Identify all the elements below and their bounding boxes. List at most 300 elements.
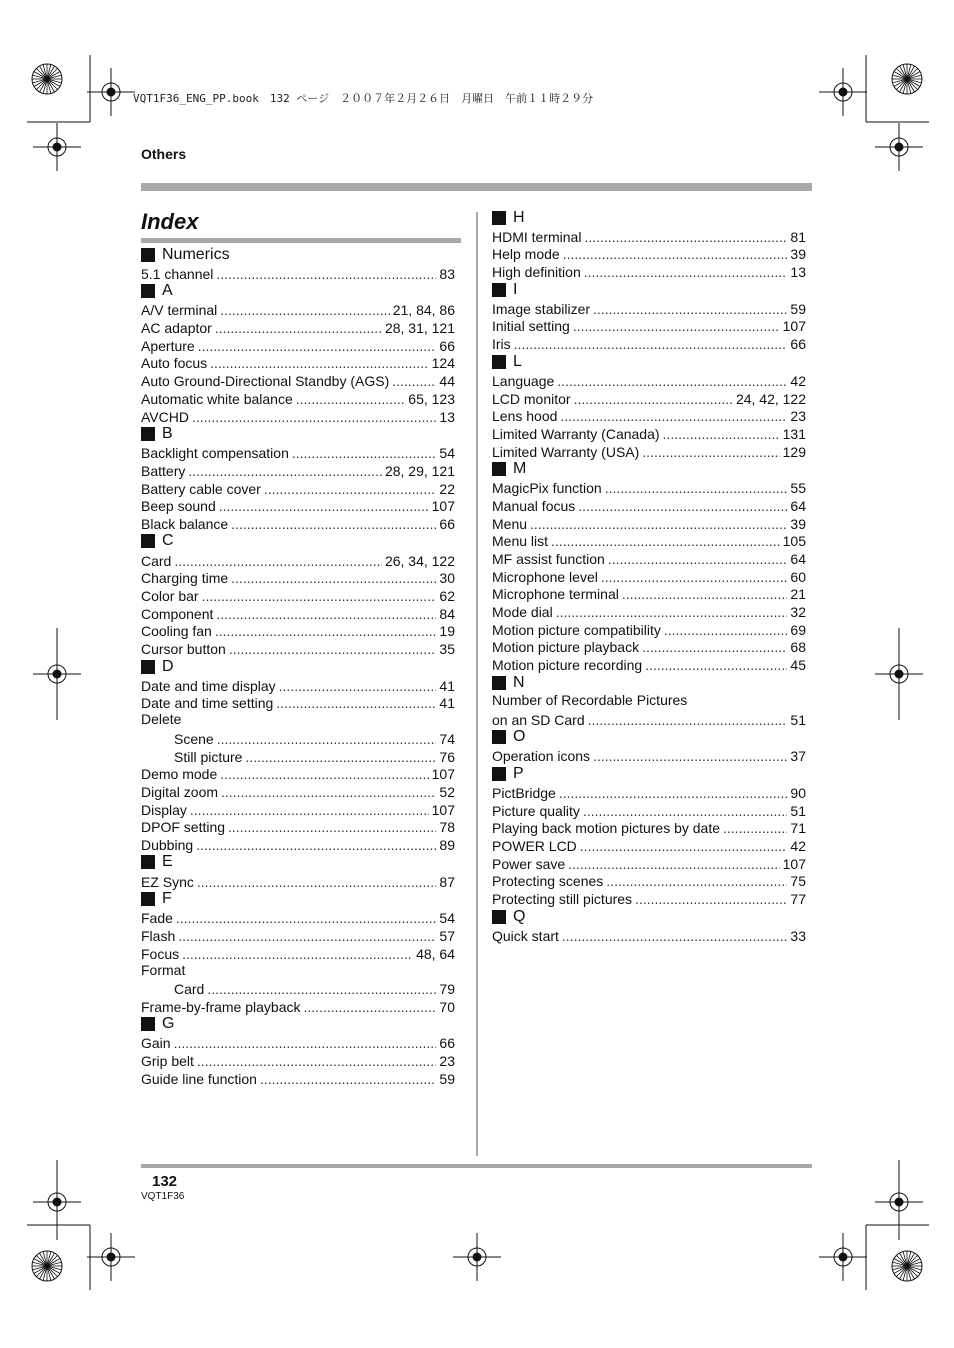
index-entry [141, 389, 455, 407]
dot-leader [551, 533, 780, 549]
index-term: Dubbing [141, 836, 194, 853]
dot-leader [182, 946, 413, 962]
index-letter-heading [492, 907, 806, 926]
index-term: Charging time [141, 570, 229, 587]
index-term: Microphone level [492, 568, 598, 585]
dot-leader [292, 445, 437, 461]
index-page-numbers: 89 [439, 836, 455, 853]
index-column-left [141, 245, 455, 1087]
index-letter: B [162, 425, 173, 442]
index-term: Scene [174, 730, 214, 747]
index-page-numbers: 124 [431, 355, 455, 372]
index-entry [141, 800, 455, 818]
dot-leader [202, 588, 437, 604]
index-letter-heading [141, 282, 455, 301]
index-page-numbers: 41 [439, 677, 455, 694]
index-entry [141, 461, 455, 479]
index-page-numbers: 57 [439, 928, 455, 944]
index-term: Protecting still pictures [492, 891, 633, 907]
index-entry [492, 371, 806, 389]
square-bullet-icon [492, 355, 506, 369]
index-entry [492, 227, 806, 245]
dot-leader [642, 639, 787, 655]
index-letter: I [513, 280, 518, 298]
index-term: LCD monitor [492, 390, 571, 407]
dot-leader [645, 657, 787, 673]
square-bullet-icon [141, 284, 155, 298]
index-term: Number of Recordable Pictures [492, 692, 688, 709]
dot-leader [192, 409, 436, 425]
model-code: VQT1F36 [141, 1191, 185, 1202]
dot-leader [605, 480, 788, 496]
index-page-numbers: 42 [790, 837, 806, 854]
index-column-right [492, 208, 806, 944]
index-term: Help mode [492, 246, 560, 263]
dot-leader [217, 731, 437, 747]
index-page-numbers: 62 [439, 588, 455, 604]
index-entry [141, 711, 455, 729]
square-bullet-icon [141, 892, 155, 906]
index-term: Image stabilizer [492, 300, 591, 317]
dot-leader [574, 391, 733, 407]
index-entry [492, 692, 806, 710]
index-term: HDMI terminal [492, 228, 582, 245]
index-page-numbers: 60 [790, 568, 806, 585]
dot-leader [593, 748, 787, 764]
index-entry [492, 532, 806, 550]
dot-leader [197, 1053, 437, 1069]
index-entry [141, 354, 455, 372]
index-entry [141, 336, 455, 354]
dot-leader [197, 874, 437, 890]
index-page-numbers: 107 [782, 318, 806, 335]
index-term: PictBridge [492, 784, 556, 801]
index-page-numbers: 41 [439, 695, 455, 712]
index-entry [141, 622, 455, 640]
dot-leader [245, 749, 436, 765]
index-entry [141, 301, 455, 319]
index-term: on an SD Card [492, 711, 585, 728]
dot-leader [588, 712, 788, 728]
index-term: MagicPix function [492, 480, 602, 497]
index-page-numbers: 39 [790, 246, 806, 263]
index-term: Cursor button [141, 641, 226, 658]
dot-leader [635, 891, 787, 907]
index-entry [492, 747, 806, 765]
index-term: Demo mode [141, 766, 218, 783]
index-entry [141, 1069, 455, 1087]
index-term: Aperture [141, 337, 195, 354]
index-letter-heading [492, 280, 806, 299]
index-page-numbers: 65, 123 [408, 390, 455, 407]
index-entry [141, 765, 455, 783]
dot-leader [584, 264, 788, 280]
index-entry [492, 710, 806, 728]
index-page-numbers: 44 [439, 373, 455, 390]
title-underline [141, 238, 461, 243]
dot-leader [176, 910, 437, 926]
dot-leader [514, 336, 788, 352]
index-entry [492, 638, 806, 656]
dot-leader [584, 229, 787, 245]
index-letter-heading [141, 245, 455, 264]
index-page-numbers: 81 [790, 228, 806, 245]
index-entry [141, 1051, 455, 1069]
square-bullet-icon [141, 660, 155, 674]
index-page-numbers: 48, 64 [416, 945, 455, 962]
index-entry [492, 585, 806, 603]
index-term: High definition [492, 264, 581, 281]
index-entry [141, 694, 455, 712]
index-entry [492, 854, 806, 872]
index-page-numbers: 32 [790, 604, 806, 621]
dot-leader [216, 266, 436, 282]
dot-leader [276, 695, 436, 711]
dot-leader [188, 463, 382, 479]
index-page-numbers: 23 [790, 408, 806, 425]
index-page-numbers: 78 [439, 819, 455, 836]
index-term: A/V terminal [141, 302, 218, 319]
index-letter: N [513, 673, 525, 691]
index-term: Frame-by-frame playback [141, 998, 301, 1015]
dot-leader [664, 622, 788, 638]
index-term: Lens hood [492, 408, 558, 425]
dot-leader [573, 318, 780, 334]
index-entry [141, 407, 455, 425]
index-letter-heading [492, 208, 806, 227]
dot-leader [174, 1035, 437, 1051]
dot-leader [260, 1071, 436, 1087]
index-page-numbers: 105 [782, 533, 806, 550]
index-term: Motion picture recording [492, 657, 643, 674]
index-page-numbers: 33 [790, 927, 806, 944]
index-entry [141, 569, 455, 587]
index-term: Color bar [141, 588, 199, 604]
index-entry [492, 567, 806, 585]
index-letter-heading [141, 425, 455, 444]
dot-leader [219, 498, 429, 514]
index-term: Battery cable cover [141, 480, 261, 497]
dot-leader [559, 785, 788, 801]
index-letter: Numerics [162, 245, 230, 263]
index-page-numbers: 66 [439, 515, 455, 532]
dot-leader [221, 784, 436, 800]
index-letter-heading [141, 853, 455, 872]
index-entry [141, 909, 455, 927]
index-page-numbers: 107 [782, 855, 806, 872]
dot-leader [198, 338, 437, 354]
index-term: Automatic white balance [141, 390, 293, 407]
index-entry [492, 389, 806, 407]
index-term: MF assist function [492, 551, 605, 567]
dot-leader [228, 819, 436, 835]
dot-leader [264, 481, 437, 497]
index-entry [492, 819, 806, 837]
dot-leader [196, 837, 436, 853]
index-term: EZ Sync [141, 873, 194, 890]
index-term: AC adaptor [141, 320, 212, 337]
index-term: Menu [492, 515, 528, 532]
index-term: 5.1 channel [141, 265, 214, 282]
index-page-numbers: 51 [790, 711, 806, 728]
dot-leader [231, 570, 436, 586]
index-entry [141, 371, 455, 389]
page-number: 132 [152, 1173, 178, 1190]
index-letter-heading [492, 352, 806, 371]
index-entry [492, 783, 806, 801]
index-page-numbers: 21 [790, 586, 806, 603]
index-term: Limited Warranty (Canada) [492, 425, 660, 442]
dot-leader [568, 856, 779, 872]
index-page-numbers: 129 [782, 443, 806, 460]
index-entry [141, 479, 455, 497]
index-entry [141, 747, 455, 765]
index-page-numbers: 71 [790, 820, 806, 837]
index-term: Initial setting [492, 318, 570, 335]
index-letter: G [162, 1015, 175, 1033]
index-entry [141, 872, 455, 890]
index-term: Date and time display [141, 677, 276, 694]
dot-leader [210, 355, 428, 371]
dot-leader [392, 373, 436, 389]
index-entry [141, 514, 455, 532]
index-entry [492, 442, 806, 460]
index-term: POWER LCD [492, 837, 577, 854]
index-page-numbers: 13 [439, 408, 455, 425]
index-page-numbers: 59 [790, 300, 806, 317]
index-letter: H [513, 208, 525, 226]
index-letter-heading [141, 890, 455, 909]
index-term: Card [174, 981, 205, 998]
index-term: Operation icons [492, 748, 591, 765]
index-page-numbers: 30 [439, 570, 455, 587]
index-page-numbers: 69 [790, 621, 806, 638]
index-letter: M [513, 460, 527, 478]
index-term: Format [141, 961, 186, 978]
index-term: Manual focus [492, 497, 576, 514]
index-term: Focus [141, 945, 180, 962]
index-entry [492, 836, 806, 854]
dot-leader [231, 516, 436, 532]
dot-leader [229, 641, 437, 657]
index-term: Power save [492, 855, 566, 872]
index-term: Grip belt [141, 1053, 194, 1070]
square-bullet-icon [492, 767, 506, 781]
index-page-numbers: 19 [439, 623, 455, 640]
index-term: Display [141, 801, 187, 818]
index-entry [492, 407, 806, 425]
dot-leader [220, 302, 389, 318]
index-letter-heading [492, 673, 806, 692]
index-term: Microphone terminal [492, 586, 619, 603]
index-entry [492, 514, 806, 532]
column-divider [476, 212, 478, 1156]
section-label: Others [141, 146, 187, 162]
index-term: Beep sound [141, 498, 216, 515]
index-entry [492, 620, 806, 638]
index-letter: F [162, 890, 172, 908]
dot-leader [557, 373, 787, 389]
index-page-numbers: 64 [790, 551, 806, 567]
dot-leader [601, 569, 788, 585]
header-rule [141, 183, 812, 191]
index-page-numbers: 83 [439, 265, 455, 282]
index-page-numbers: 51 [790, 802, 806, 819]
index-page-numbers: 22 [439, 480, 455, 497]
index-letter: Q [513, 907, 526, 925]
footer-rule [141, 1164, 812, 1168]
index-page-numbers: 68 [790, 639, 806, 656]
index-term: Auto Ground-Directional Standby (AGS) [141, 373, 390, 390]
index-page-numbers: 42 [790, 372, 806, 389]
index-term: Iris [492, 336, 511, 353]
index-term: Backlight compensation [141, 445, 289, 462]
index-page-numbers: 35 [439, 641, 455, 658]
index-term: Still picture [174, 748, 243, 765]
dot-leader [215, 320, 382, 336]
index-letter-heading [141, 1015, 455, 1034]
square-bullet-icon [492, 730, 506, 744]
index-entry [492, 496, 806, 514]
index-page-numbers: 45 [790, 657, 806, 674]
index-entry [141, 818, 455, 836]
dot-leader [296, 391, 406, 407]
index-term: Playing back motion pictures by date [492, 820, 721, 837]
index-term: DPOF setting [141, 819, 226, 836]
dot-leader [207, 981, 436, 997]
index-letter: L [513, 352, 522, 370]
dot-leader [563, 246, 788, 262]
index-term: Language [492, 372, 555, 389]
index-term: Flash [141, 928, 176, 944]
index-entry [492, 245, 806, 263]
index-entry [141, 926, 455, 944]
index-term: Limited Warranty (USA) [492, 443, 640, 460]
index-page-numbers: 66 [439, 337, 455, 354]
index-term: Motion picture playback [492, 639, 640, 656]
square-bullet-icon [492, 283, 506, 297]
index-page-numbers: 13 [790, 264, 806, 281]
index-entry [141, 979, 455, 997]
index-entry [141, 835, 455, 853]
dot-leader [562, 928, 788, 944]
square-bullet-icon [492, 910, 506, 924]
index-letter-heading [141, 532, 455, 551]
dot-leader [174, 553, 382, 569]
index-letter: C [162, 532, 174, 550]
index-page-numbers: 79 [439, 981, 455, 998]
index-term: Auto focus [141, 355, 208, 372]
index-entry [141, 676, 455, 694]
index-entry [141, 318, 455, 336]
square-bullet-icon [141, 534, 155, 548]
index-term: Fade [141, 910, 173, 927]
dot-leader [606, 873, 787, 889]
index-term: Component [141, 605, 214, 622]
index-page-numbers: 90 [790, 784, 806, 801]
index-page-numbers: 54 [439, 910, 455, 927]
index-term: Quick start [492, 927, 559, 944]
dot-leader [578, 498, 787, 514]
dot-leader [216, 606, 436, 622]
dot-leader [608, 551, 788, 567]
index-page-numbers: 76 [439, 748, 455, 765]
square-bullet-icon [492, 676, 506, 690]
index-entry [492, 872, 806, 890]
index-term: Mode dial [492, 604, 553, 621]
index-term: Card [141, 552, 172, 569]
index-entry [492, 424, 806, 442]
index-term: Date and time setting [141, 695, 274, 712]
index-letter: A [162, 282, 173, 300]
index-letter: E [162, 853, 173, 871]
index-entry [141, 639, 455, 657]
square-bullet-icon [141, 427, 155, 441]
index-entry [141, 729, 455, 747]
dot-leader [220, 766, 428, 782]
index-term: Gain [141, 1035, 171, 1052]
dot-leader [583, 803, 787, 819]
index-entry [492, 549, 806, 567]
index-page-numbers: 21, 84, 86 [392, 302, 455, 319]
index-entry [141, 264, 455, 282]
dot-leader [215, 623, 437, 639]
index-entry [141, 604, 455, 622]
index-page-numbers: 87 [439, 873, 455, 890]
dot-leader [530, 516, 787, 532]
index-entry [492, 334, 806, 352]
index-term: Guide line function [141, 1070, 257, 1087]
print-header: VQT1F36_ENG_PP.book 132 ページ ２００７年２月２６日 月曜日 午前１１時２９分 [133, 92, 594, 105]
index-page-numbers: 23 [439, 1053, 455, 1070]
index-letter-heading [492, 460, 806, 479]
index-term: Motion picture compatibility [492, 621, 661, 638]
square-bullet-icon [141, 855, 155, 869]
index-page-numbers: 107 [431, 801, 455, 818]
index-page-numbers: 77 [790, 891, 806, 907]
index-entry [141, 997, 455, 1015]
index-page-numbers: 64 [790, 497, 806, 514]
index-page-numbers: 66 [439, 1035, 455, 1052]
index-term: Digital zoom [141, 783, 219, 800]
index-page-numbers: 107 [431, 766, 455, 783]
index-term: Cooling fan [141, 623, 212, 640]
index-page-numbers: 59 [439, 1070, 455, 1087]
index-page-numbers: 84 [439, 605, 455, 622]
square-bullet-icon [141, 1017, 155, 1031]
index-page-numbers: 52 [439, 783, 455, 800]
square-bullet-icon [492, 462, 506, 476]
index-page-numbers: 70 [439, 998, 455, 1015]
index-letter: D [162, 657, 174, 675]
dot-leader [304, 999, 437, 1015]
index-entry [492, 801, 806, 819]
index-term: Battery [141, 462, 186, 479]
dot-leader [723, 820, 787, 836]
index-term: Delete [141, 711, 182, 728]
dot-leader [279, 678, 437, 694]
index-term: Menu list [492, 533, 549, 550]
index-letter: P [513, 764, 524, 782]
dot-leader [556, 604, 788, 620]
index-entry [492, 602, 806, 620]
page-title: Index [141, 209, 199, 234]
index-page-numbers: 107 [431, 498, 455, 515]
index-page-numbers: 26, 34, 122 [384, 552, 455, 569]
index-letter: O [513, 728, 526, 745]
index-page-numbers: 75 [790, 873, 806, 890]
index-page-numbers: 39 [790, 515, 806, 532]
